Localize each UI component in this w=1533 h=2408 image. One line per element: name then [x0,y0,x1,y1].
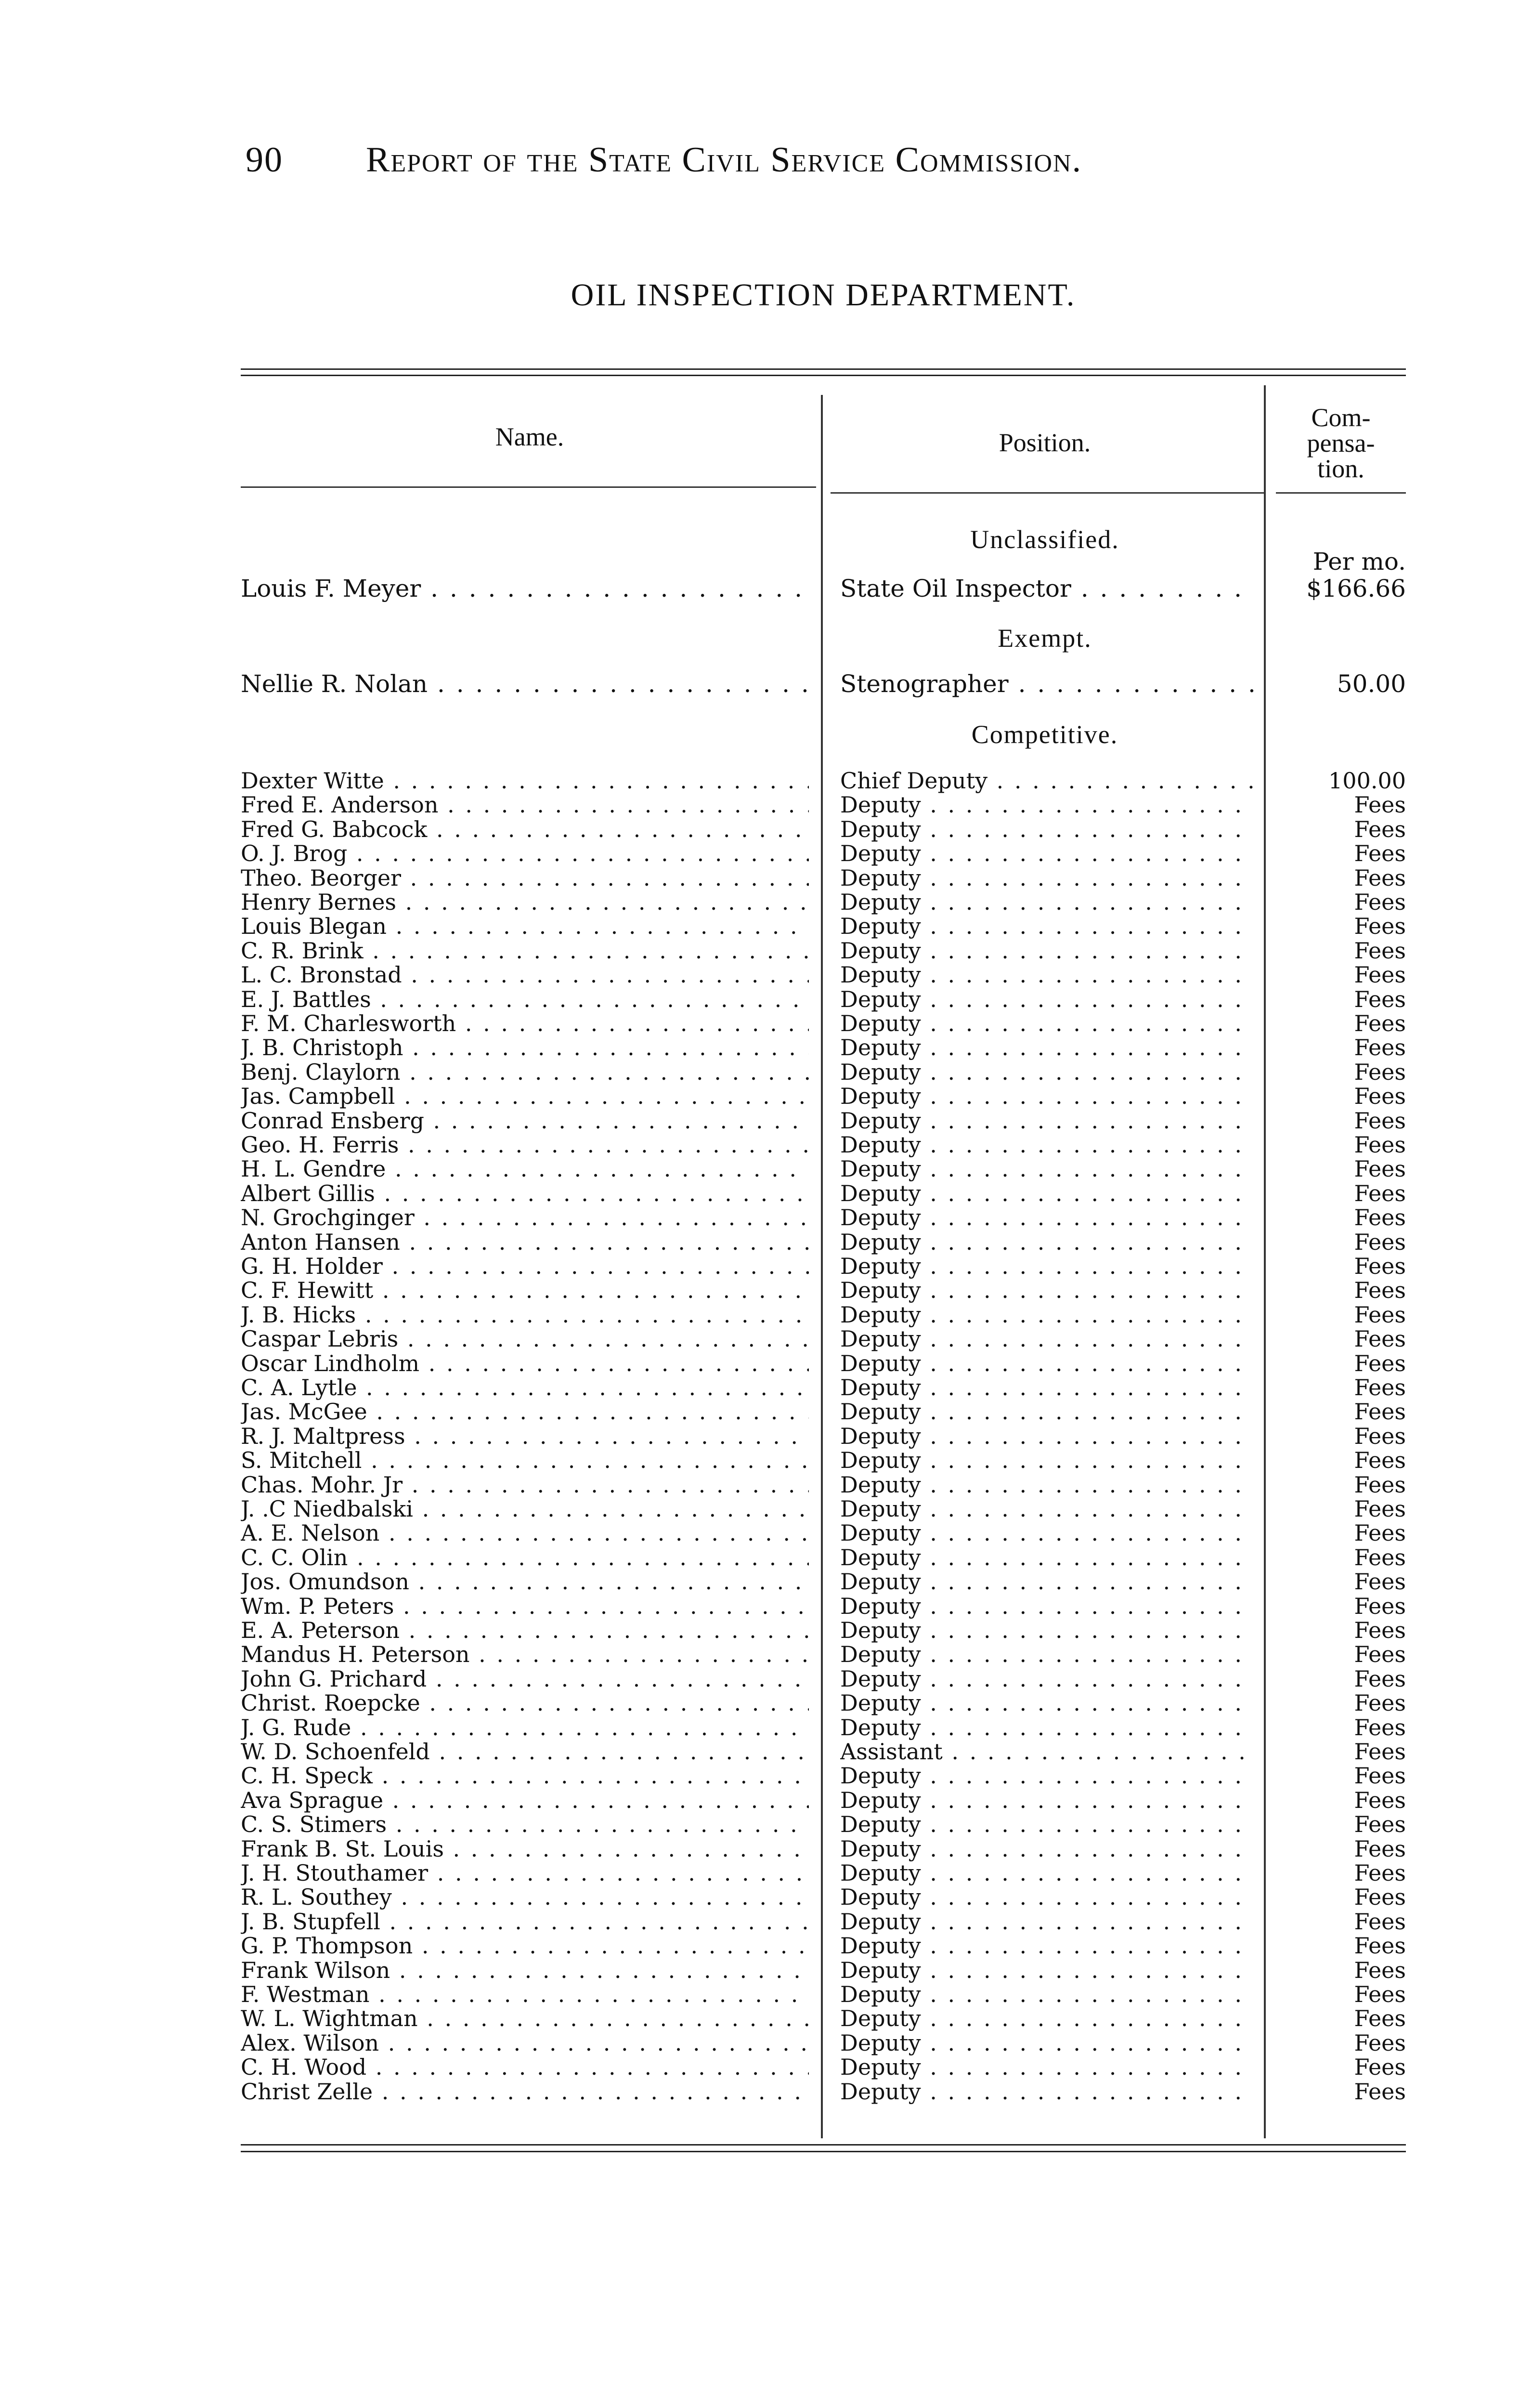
table-row [0,1982,1533,2007]
section-unclassified: Unclassified. [970,525,1119,554]
compensation-cell: 100.00 [1328,768,1406,794]
name-cell: Albert Gillis . . . [241,1181,809,1206]
position-cell: Deputy . . . [840,1860,1254,1885]
table-row [0,841,1533,866]
section-competitive: Competitive. [971,720,1118,749]
compensation-cell: Fees [1354,840,1406,866]
table-row [0,1885,1533,1910]
position-cell: Deputy . . . [840,1181,1254,1206]
name-cell: Henry Bernes . . . [241,890,809,915]
compensation-cell: Fees [1354,816,1406,842]
name-cell: F. M. Charlesworth . . . [241,1011,809,1036]
compensation-cell: Fees [1354,2079,1406,2105]
position-cell: Deputy . . . [840,1715,1254,1740]
page-number: 90 [246,140,283,180]
compensation-cell: Fees [1354,1739,1406,1765]
name-cell: E. A. Peterson . . . [241,1618,809,1643]
compensation-cell: Fees [1354,1884,1406,1910]
position-cell: Deputy . . . [840,1812,1254,1837]
table-row [0,914,1533,939]
table-row [0,1375,1533,1400]
table-row [0,962,1533,987]
name-cell: Geo. H. Ferris . . . [241,1132,809,1157]
name-cell: Christ Zelle . . . [241,2079,809,2104]
compensation-cell: Fees [1354,1374,1406,1400]
position-cell: Deputy . . . [840,1958,1254,1983]
compensation-cell: Fees [1354,1593,1406,1619]
position-cell: Deputy . . . [840,1618,1254,1643]
table-row [0,1618,1533,1643]
compensation-cell: Fees [1354,1957,1406,1983]
table-row [0,1424,1533,1449]
name-cell: S. Mitchell . . . [241,1448,809,1473]
table-row [0,1520,1533,1545]
position-cell: Deputy . . . [840,1763,1254,1788]
position-cell: Deputy . . . [840,1375,1254,1400]
table-row [0,2030,1533,2055]
position-cell: Deputy . . . [840,1254,1254,1279]
position-cell: Deputy . . . [840,1084,1254,1109]
position-cell: Deputy . . . [840,1205,1254,1230]
name-cell: R. L. Southey . . . [241,1885,809,1910]
position-cell: Deputy . . . [840,1230,1254,1255]
table-row [0,1860,1533,1885]
name-cell: Ava Sprague . . . [241,1788,809,1813]
compensation-cell: 50.00 [1337,670,1406,698]
compensation-cell: Fees [1354,1326,1406,1352]
name-cell: W. L. Wightman . . . [241,2006,809,2031]
table-row [0,2079,1533,2104]
position-header-rule [831,492,1264,494]
position-cell: Chief Deputy . . . [840,768,1254,793]
name-cell: G. P. Thompson . . . [241,1933,809,1958]
table-row [0,1132,1533,1157]
name-cell: Louis Blegan . . . [241,914,809,939]
name-cell: Frank Wilson . . . [241,1958,809,1983]
compensation-cell: Fees [1354,1472,1406,1498]
position-cell: Deputy . . . [840,1132,1254,1157]
compensation-cell: Fees [1354,1423,1406,1449]
name-cell: L. C. Bronstad . . . [241,962,809,987]
comp-header-line-3: tion. [1317,454,1364,483]
table-row [0,1594,1533,1619]
name-cell: Oscar Lindholm . . . [241,1351,809,1376]
table-row [0,1230,1533,1255]
position-cell: Deputy . . . [840,1594,1254,1619]
name-cell: Frank B. St. Louis . . . [241,1836,809,1861]
table-row [0,669,1533,698]
table-row [0,574,1533,603]
name-cell: Fred E. Anderson . . . [241,792,809,817]
table-row [0,1084,1533,1109]
table-row [0,2055,1533,2080]
compensation-cell: Fees [1354,938,1406,964]
position-cell: Deputy . . . [840,1011,1254,1036]
name-cell: C. H. Speck . . . [241,1763,809,1788]
name-cell: J. G. Rude . . . [241,1715,809,1740]
compensation-cell: Fees [1354,792,1406,818]
name-cell: C. A. Lytle . . . [241,1375,809,1400]
position-cell: Deputy . . . [840,1035,1254,1060]
name-cell: Chas. Mohr. Jr . . . [241,1472,809,1497]
position-cell: Deputy . . . [840,987,1254,1012]
name-cell: C. C. Olin . . . [241,1545,809,1570]
table-row [0,1399,1533,1424]
compensation-cell: Fees [1354,1204,1406,1230]
table-row [0,1496,1533,1521]
table-row [0,1642,1533,1667]
compensation-cell: Fees [1354,1763,1406,1789]
table-top-rule [241,368,1406,370]
name-cell: Caspar Lebris . . . [241,1326,809,1351]
compensation-cell: Fees [1354,1787,1406,1813]
compensation-cell: Fees [1354,1569,1406,1595]
name-cell: O. J. Brog . . . [241,841,809,866]
table-row [0,1909,1533,1934]
table-row [0,1278,1533,1303]
position-cell: Deputy . . . [840,2006,1254,2031]
compensation-cell: Fees [1354,1108,1406,1134]
table-row [0,1666,1533,1691]
name-cell: Jos. Omundson . . . [241,1569,809,1594]
compensation-cell: Fees [1354,1641,1406,1667]
position-cell: Deputy . . . [840,962,1254,987]
name-cell: Mandus H. Peterson . . . [241,1642,809,1667]
compensation-cell: Fees [1354,1496,1406,1522]
position-cell: Deputy . . . [840,1642,1254,1667]
table-row [0,938,1533,963]
name-cell: G. H. Holder . . . [241,1254,809,1279]
name-cell: Fred G. Babcock . . . [241,817,809,842]
table-row [0,1254,1533,1279]
table-row [0,1156,1533,1181]
compensation-cell: Fees [1354,1277,1406,1303]
name-cell: J. B. Hicks . . . [241,1302,809,1327]
compensation-cell: Fees [1354,1156,1406,1182]
table-row [0,792,1533,817]
table-bottom-rule-2 [241,2151,1406,2152]
position-column-header: Position. [999,428,1091,457]
compensation-cell: Fees [1354,889,1406,915]
per-month-label: Per mo. [1312,548,1406,576]
position-cell: Deputy . . . [840,1496,1254,1521]
position-cell: Deputy . . . [840,1060,1254,1085]
compensation-cell: Fees [1354,1447,1406,1473]
compensation-cell: Fees [1354,913,1406,939]
name-cell: Louis F. Meyer . . . [241,574,809,603]
table-row [0,1933,1533,1958]
position-cell: Deputy . . . [840,914,1254,939]
name-cell: Jas. Campbell . . . [241,1084,809,1109]
table-row [0,817,1533,842]
name-cell: Benj. Claylorn . . . [241,1060,809,1085]
table-row [0,1739,1533,1764]
position-cell: Deputy . . . [840,1909,1254,1934]
name-cell: Jas. McGee . . . [241,1399,809,1424]
position-cell: Deputy . . . [840,1108,1254,1133]
position-cell: Stenographer . . . [840,669,1254,698]
position-cell: Deputy . . . [840,1788,1254,1813]
department-title: OIL INSPECTION DEPARTMENT. [571,277,1076,313]
name-cell: Alex. Wilson . . . [241,2030,809,2055]
comp-header-rule [1276,492,1406,494]
table-row [0,1181,1533,1206]
name-cell: A. E. Nelson . . . [241,1520,809,1545]
position-cell: Deputy . . . [840,1302,1254,1327]
position-cell: Deputy . . . [840,2079,1254,2104]
table-row [0,1958,1533,1983]
name-cell: N. Grochginger . . . [241,1205,809,1230]
compensation-cell: Fees [1354,1010,1406,1036]
table-row [0,1302,1533,1327]
compensation-cell: Fees [1354,1083,1406,1109]
compensation-cell: Fees [1354,1811,1406,1837]
table-row [0,1545,1533,1570]
name-cell: J. H. Stouthamer . . . [241,1860,809,1885]
name-cell: Christ. Roepcke . . . [241,1690,809,1715]
table-row [0,1060,1533,1085]
position-cell: Deputy . . . [840,817,1254,842]
position-cell: Deputy . . . [840,1569,1254,1594]
position-cell: Deputy . . . [840,890,1254,915]
name-cell: Conrad Ensberg . . . [241,1108,809,1133]
name-cell: John G. Prichard . . . [241,1666,809,1691]
table-row [0,1472,1533,1497]
name-cell: Wm. P. Peters . . . [241,1594,809,1619]
compensation-cell: Fees [1354,1034,1406,1060]
compensation-cell: Fees [1354,865,1406,891]
position-cell: Deputy . . . [840,1933,1254,1958]
table-row [0,987,1533,1012]
position-cell: Deputy . . . [840,792,1254,817]
table-row [0,865,1533,890]
name-cell: C. H. Wood . . . [241,2055,809,2080]
table-row [0,1690,1533,1715]
name-cell: R. J. Maltpress . . . [241,1424,809,1449]
compensation-cell: Fees [1354,1617,1406,1643]
position-cell: Deputy . . . [840,938,1254,963]
position-cell: Deputy . . . [840,1472,1254,1497]
name-cell: J. .C Niedbalski . . . [241,1496,809,1521]
position-cell: Deputy . . . [840,1885,1254,1910]
table-row [0,2006,1533,2031]
table-row [0,1011,1533,1036]
compensation-cell: Fees [1354,1933,1406,1959]
table-row [0,1035,1533,1060]
comp-header-line-1: Com- [1311,403,1371,432]
name-column-header: Name. [495,422,564,451]
table-row [0,1836,1533,1861]
report-title: Report of the State Civil Service Commission. [366,140,1082,180]
compensation-cell: Fees [1354,1981,1406,2007]
compensation-cell: Fees [1354,1229,1406,1255]
page-header [246,140,1305,202]
compensation-cell: Fees [1354,1836,1406,1862]
name-cell: W. D. Schoenfeld . . . [241,1739,809,1764]
name-cell: Nellie R. Nolan . . . [241,669,809,698]
section-exempt: Exempt. [998,624,1092,653]
compensation-cell: Fees [1354,1302,1406,1328]
table-row [0,1205,1533,1230]
position-cell: Deputy . . . [840,1545,1254,1570]
compensation-cell: Fees [1354,1666,1406,1692]
name-cell: F. Westman . . . [241,1982,809,2007]
name-cell: E. J. Battles . . . [241,987,809,1012]
comp-header-line-2: pensa- [1307,429,1375,458]
compensation-cell: Fees [1354,1253,1406,1279]
compensation-cell: Fees [1354,1132,1406,1158]
position-cell: Deputy . . . [840,1326,1254,1351]
compensation-cell: Fees [1354,2005,1406,2031]
name-cell: H. L. Gendre . . . [241,1156,809,1181]
position-cell: Deputy . . . [840,841,1254,866]
table-bottom-rule [241,2144,1406,2146]
table-row [0,1763,1533,1788]
table-row [0,1108,1533,1133]
table-row [0,1448,1533,1473]
position-cell: Deputy . . . [840,2055,1254,2080]
compensation-cell: Fees [1354,1059,1406,1085]
name-cell: C. F. Hewitt . . . [241,1278,809,1303]
table-row [0,768,1533,793]
position-cell: Deputy . . . [840,1520,1254,1545]
compensation-cell: Fees [1354,1520,1406,1546]
table-top-rule-2 [241,375,1406,376]
table-row [0,1788,1533,1813]
position-cell: Deputy . . . [840,865,1254,890]
position-cell: Deputy . . . [840,1982,1254,2007]
position-cell: Deputy . . . [840,1666,1254,1691]
table-row [0,1715,1533,1740]
compensation-cell: Fees [1354,1860,1406,1886]
position-cell: Deputy . . . [840,1351,1254,1376]
position-cell: State Oil Inspector . . . [840,574,1254,603]
position-cell: Deputy . . . [840,1399,1254,1424]
table-row [0,1812,1533,1837]
name-cell: J. B. Stupfell . . . [241,1909,809,1934]
compensation-cell: Fees [1354,2030,1406,2056]
compensation-cell: Fees [1354,1350,1406,1376]
table-row [0,890,1533,915]
position-cell: Deputy . . . [840,1448,1254,1473]
compensation-cell: Fees [1354,2054,1406,2080]
position-cell: Deputy . . . [840,1278,1254,1303]
name-cell: J. B. Christoph . . . [241,1035,809,1060]
name-cell: C. S. Stimers . . . [241,1812,809,1837]
compensation-cell: Fees [1354,962,1406,988]
position-cell: Deputy . . . [840,1690,1254,1715]
position-cell: Deputy . . . [840,2030,1254,2055]
compensation-cell: Fees [1354,1690,1406,1716]
compensation-cell: Fees [1354,1544,1406,1570]
position-cell: Deputy . . . [840,1424,1254,1449]
table-row [0,1569,1533,1594]
compensation-cell: Fees [1354,1909,1406,1935]
compensation-cell: $166.66 [1306,575,1406,602]
name-cell: Dexter Witte . . . [241,768,809,793]
table-row [0,1351,1533,1376]
compensation-cell: Fees [1354,1180,1406,1206]
name-cell: C. R. Brink . . . [241,938,809,963]
position-cell: Deputy . . . [840,1156,1254,1181]
compensation-cell: Fees [1354,1714,1406,1741]
compensation-cell: Fees [1354,1399,1406,1425]
compensation-cell: Fees [1354,986,1406,1012]
name-cell: Anton Hansen . . . [241,1230,809,1255]
table-row [0,1326,1533,1351]
name-cell: Theo. Beorger . . . [241,865,809,890]
position-cell: Assistant . . . [840,1739,1254,1764]
name-header-rule [241,486,816,488]
position-cell: Deputy . . . [840,1836,1254,1861]
